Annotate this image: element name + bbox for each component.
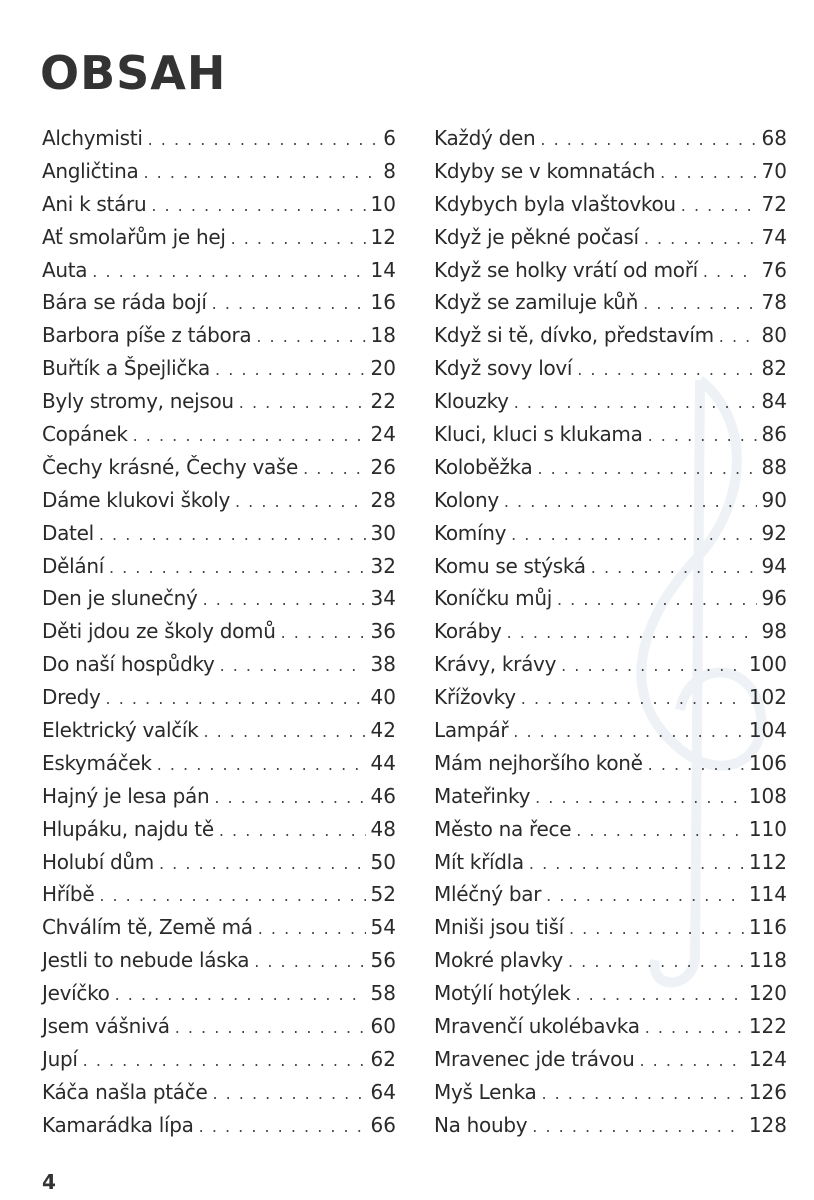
toc-entry bbox=[434, 550, 787, 583]
dot-leader bbox=[640, 1045, 744, 1078]
dot-leader bbox=[719, 321, 757, 354]
toc-entry-title: Lampář bbox=[434, 718, 509, 743]
toc-entry-title: Ani k stáru bbox=[42, 191, 147, 216]
toc-entry bbox=[42, 517, 396, 550]
toc-entry-title: Komu se stýská bbox=[434, 553, 586, 578]
toc-entry bbox=[42, 1043, 396, 1076]
dot-leader bbox=[703, 256, 757, 289]
dot-leader bbox=[144, 157, 379, 190]
toc-entry bbox=[434, 484, 787, 517]
dot-leader bbox=[591, 552, 757, 585]
toc-entry bbox=[434, 1076, 787, 1109]
toc-entry-page: 76 bbox=[761, 257, 787, 282]
toc-entry bbox=[434, 648, 787, 681]
toc-entry-page: 10 bbox=[370, 191, 396, 216]
toc-entry-title: Motýlí hotýlek bbox=[434, 981, 571, 1006]
dot-leader bbox=[92, 256, 365, 289]
dot-leader bbox=[648, 420, 757, 453]
toc-entry-page: 6 bbox=[383, 126, 396, 150]
toc-entry bbox=[42, 188, 396, 221]
dot-leader bbox=[648, 749, 744, 782]
toc-entry-page: 30 bbox=[370, 520, 396, 545]
toc-entry-title: Bára se ráda bojí bbox=[42, 290, 207, 315]
toc-entry-page: 94 bbox=[761, 553, 787, 578]
toc-entry-title: Byly stromy, nejsou bbox=[42, 389, 234, 414]
dot-leader bbox=[568, 946, 744, 979]
toc-entry-title: Mniši jsou tiší bbox=[434, 915, 564, 940]
toc-entry-page: 62 bbox=[370, 1046, 396, 1071]
dot-leader bbox=[219, 815, 366, 848]
toc-entry-page: 44 bbox=[370, 750, 396, 775]
toc-entry-page: 90 bbox=[761, 487, 787, 512]
toc-entry-page: 34 bbox=[370, 586, 396, 611]
dot-leader bbox=[214, 782, 365, 815]
toc-entry bbox=[434, 221, 787, 254]
toc-entry bbox=[42, 385, 396, 418]
toc-entry-title: Barbora píše z tábora bbox=[42, 323, 252, 348]
toc-entry-title: Dredy bbox=[42, 685, 101, 710]
dot-leader bbox=[99, 880, 365, 913]
dot-leader bbox=[199, 1111, 366, 1144]
toc-entry bbox=[434, 319, 787, 352]
toc-entry-title: Mít křídla bbox=[434, 849, 524, 874]
toc-entry-title: Kamarádka lípa bbox=[42, 1112, 194, 1137]
dot-leader bbox=[106, 683, 366, 716]
toc-entry bbox=[434, 582, 787, 615]
toc-entry-title: Jestli to nebude láska bbox=[42, 948, 250, 973]
toc-entry bbox=[42, 550, 396, 583]
toc-entry-page: 46 bbox=[370, 783, 396, 808]
toc-entry-page: 48 bbox=[370, 816, 396, 841]
toc-entry bbox=[42, 352, 396, 385]
dot-leader bbox=[220, 650, 366, 683]
toc-entry bbox=[434, 1109, 787, 1142]
dot-leader bbox=[256, 321, 365, 354]
toc-entry bbox=[42, 813, 396, 846]
toc-entry-page: 22 bbox=[370, 389, 396, 414]
dot-leader bbox=[540, 124, 756, 157]
toc-entry-page: 106 bbox=[748, 750, 787, 775]
toc-entry bbox=[434, 451, 787, 484]
toc-entry-title: Alchymisti bbox=[42, 126, 143, 150]
toc-entry bbox=[42, 615, 396, 648]
toc-entry-page: 28 bbox=[370, 487, 396, 512]
toc-entry-title: Buřtík a Špejlička bbox=[42, 356, 211, 381]
toc-entry-title: Kolony bbox=[434, 487, 499, 512]
toc-entry-page: 122 bbox=[748, 1014, 787, 1039]
toc-right-column bbox=[434, 122, 787, 1142]
dot-leader bbox=[239, 387, 366, 420]
toc-entry-page: 84 bbox=[761, 389, 787, 414]
dot-leader bbox=[159, 848, 366, 881]
toc-entry bbox=[434, 1010, 787, 1043]
toc-entry-page: 50 bbox=[370, 849, 396, 874]
toc-entry-title: Křížovky bbox=[434, 685, 516, 710]
toc-entry-page: 108 bbox=[748, 783, 787, 808]
toc-entry bbox=[42, 418, 396, 451]
toc-entry-title: Den je slunečný bbox=[42, 586, 198, 611]
dot-leader bbox=[231, 223, 366, 256]
toc-entry-page: 124 bbox=[748, 1046, 787, 1071]
toc-entry-title: Auta bbox=[42, 257, 88, 282]
toc-entry-page: 52 bbox=[370, 882, 396, 907]
toc-entry-title: Když je pěkné počasí bbox=[434, 224, 639, 249]
dot-leader bbox=[681, 190, 757, 223]
toc-entry bbox=[434, 846, 787, 879]
dot-leader bbox=[504, 486, 757, 519]
dot-leader bbox=[281, 617, 366, 650]
toc-entry bbox=[42, 582, 396, 615]
toc-entry-title: Když si tě, dívko, představím bbox=[434, 323, 714, 348]
toc-entry-title: Na houby bbox=[434, 1112, 528, 1137]
toc-entry-page: 66 bbox=[370, 1112, 396, 1137]
toc-entry-title: Každý den bbox=[434, 126, 536, 150]
toc-entry-title: Myš Lenka bbox=[434, 1079, 537, 1104]
dot-leader bbox=[215, 354, 366, 387]
toc-entry-page: 64 bbox=[370, 1079, 396, 1104]
toc-entry bbox=[434, 878, 787, 911]
dot-leader bbox=[576, 815, 744, 848]
dot-leader bbox=[535, 782, 744, 815]
dot-leader bbox=[507, 617, 757, 650]
dot-leader bbox=[109, 552, 366, 585]
toc-entry-title: Když sovy loví bbox=[434, 356, 573, 381]
toc-entry bbox=[42, 286, 396, 319]
toc-entry-page: 36 bbox=[370, 619, 396, 644]
toc-entry-title: Mateřinky bbox=[434, 783, 531, 808]
toc-entry-title: Chválím tě, Země má bbox=[42, 915, 253, 940]
toc-entry-title: Mléčný bar bbox=[434, 882, 542, 907]
toc-entry-title: Do naší hospůdky bbox=[42, 652, 215, 677]
toc-entry-title: Koníčku můj bbox=[434, 586, 552, 611]
toc-entry-page: 98 bbox=[761, 619, 787, 644]
dot-leader bbox=[541, 1078, 743, 1111]
dot-leader bbox=[157, 749, 366, 782]
toc-entry-title: Jupí bbox=[42, 1046, 78, 1071]
toc-entry bbox=[42, 451, 396, 484]
toc-entry-title: Káča našla ptáče bbox=[42, 1079, 208, 1104]
dot-leader bbox=[546, 880, 744, 913]
dot-leader bbox=[258, 913, 366, 946]
dot-leader bbox=[175, 1012, 366, 1045]
toc-entry-page: 18 bbox=[370, 323, 396, 348]
dot-leader bbox=[577, 354, 756, 387]
dot-leader bbox=[235, 486, 366, 519]
toc-entry-page: 14 bbox=[370, 257, 396, 282]
toc-entry bbox=[42, 714, 396, 747]
toc-entry bbox=[42, 254, 396, 287]
toc-entry-page: 60 bbox=[370, 1014, 396, 1039]
toc-entry-page: 86 bbox=[761, 422, 787, 447]
toc-entry-page: 104 bbox=[748, 718, 787, 743]
toc-entry-title: Hříbě bbox=[42, 882, 95, 907]
dot-leader bbox=[537, 453, 756, 486]
toc-entry-page: 88 bbox=[761, 454, 787, 479]
toc-entry-title: Mravenec jde trávou bbox=[434, 1046, 635, 1071]
page-number: 4 bbox=[42, 1170, 56, 1194]
toc-entry bbox=[42, 681, 396, 714]
toc-entry-page: 24 bbox=[370, 422, 396, 447]
toc-entry bbox=[42, 484, 396, 517]
toc-entry-title: Mám nejhoršího koně bbox=[434, 750, 643, 775]
toc-entry bbox=[42, 122, 396, 155]
toc-entry-page: 8 bbox=[383, 158, 396, 183]
toc-entry-title: Copánek bbox=[42, 422, 128, 447]
dot-leader bbox=[532, 1111, 744, 1144]
dot-leader bbox=[83, 1045, 366, 1078]
toc-entry-title: Komíny bbox=[434, 520, 507, 545]
toc-entry bbox=[42, 846, 396, 879]
toc-entry bbox=[42, 155, 396, 188]
toc-entry bbox=[434, 813, 787, 846]
toc-entry bbox=[434, 122, 787, 155]
dot-leader bbox=[529, 848, 744, 881]
toc-entry bbox=[434, 352, 787, 385]
toc-entry-page: 128 bbox=[748, 1112, 787, 1137]
toc-entry bbox=[434, 747, 787, 780]
toc-entry-title: Koloběžka bbox=[434, 454, 533, 479]
toc-entry-page: 54 bbox=[370, 915, 396, 940]
toc-entry-title: Děti jdou ze školy domů bbox=[42, 619, 276, 644]
toc-entry bbox=[434, 155, 787, 188]
toc-entry-page: 118 bbox=[748, 948, 787, 973]
toc-entry-title: Město na řece bbox=[434, 816, 572, 841]
toc-entry bbox=[434, 385, 787, 418]
toc-entry-page: 100 bbox=[748, 652, 787, 677]
toc-entry-page: 58 bbox=[370, 981, 396, 1006]
toc-entry-page: 80 bbox=[761, 323, 787, 348]
toc-entry-page: 16 bbox=[370, 290, 396, 315]
toc-entry-title: Koráby bbox=[434, 619, 502, 644]
dot-leader bbox=[514, 387, 757, 420]
toc-entry-page: 42 bbox=[370, 718, 396, 743]
dot-leader bbox=[569, 913, 744, 946]
toc-entry bbox=[42, 944, 396, 977]
toc-entry-page: 20 bbox=[370, 356, 396, 381]
toc-entry bbox=[434, 780, 787, 813]
toc-entry bbox=[42, 977, 396, 1010]
dot-leader bbox=[133, 420, 366, 453]
toc-entry bbox=[42, 747, 396, 780]
dot-leader bbox=[203, 584, 366, 617]
dot-leader bbox=[115, 979, 366, 1012]
toc-entry-title: Holubí dům bbox=[42, 849, 154, 874]
toc-entry-title: Elektrický valčík bbox=[42, 718, 199, 743]
page-title: OBSAH bbox=[40, 46, 227, 100]
toc-entry bbox=[42, 1010, 396, 1043]
toc-entry bbox=[42, 221, 396, 254]
toc-entry-page: 26 bbox=[370, 454, 396, 479]
dot-leader bbox=[151, 190, 365, 223]
toc-entry bbox=[42, 1109, 396, 1142]
toc-entry-title: Klouzky bbox=[434, 389, 509, 414]
dot-leader bbox=[561, 650, 744, 683]
toc-entry-page: 110 bbox=[748, 816, 787, 841]
toc-entry-title: Angličtina bbox=[42, 158, 139, 183]
toc-entry-title: Mokré plavky bbox=[434, 948, 563, 973]
toc-entry-page: 96 bbox=[761, 586, 787, 611]
dot-leader bbox=[575, 979, 743, 1012]
toc-entry-page: 82 bbox=[761, 356, 787, 381]
toc-entry-title: Jevíčko bbox=[42, 981, 110, 1006]
toc-entry-title: Dělání bbox=[42, 553, 104, 578]
toc-entry-title: Jsem vášnivá bbox=[42, 1014, 170, 1039]
toc-entry-page: 120 bbox=[748, 981, 787, 1006]
dot-leader bbox=[660, 157, 756, 190]
toc-entry-page: 32 bbox=[370, 553, 396, 578]
toc-entry-page: 112 bbox=[748, 849, 787, 874]
dot-leader bbox=[148, 124, 379, 157]
toc-entry bbox=[434, 188, 787, 221]
toc-entry-page: 116 bbox=[748, 915, 787, 940]
toc-entry bbox=[434, 418, 787, 451]
toc-entry-page: 74 bbox=[761, 224, 787, 249]
toc-entry bbox=[434, 517, 787, 550]
toc-entry-title: Dáme klukovi školy bbox=[42, 487, 230, 512]
toc-entry bbox=[42, 780, 396, 813]
dot-leader bbox=[513, 716, 744, 749]
toc-entry-page: 102 bbox=[748, 685, 787, 710]
toc-entry-page: 78 bbox=[761, 290, 787, 315]
dot-leader bbox=[99, 519, 366, 552]
toc-entry bbox=[434, 944, 787, 977]
toc-entry-page: 72 bbox=[761, 191, 787, 216]
toc-entry bbox=[42, 1076, 396, 1109]
toc-entry-title: Kdyby se v komnatách bbox=[434, 158, 656, 183]
toc-entry-title: Hajný je lesa pán bbox=[42, 783, 210, 808]
toc-entry-title: Když se holky vrátí od moří bbox=[434, 257, 698, 282]
dot-leader bbox=[557, 584, 757, 617]
toc-left-column bbox=[42, 122, 396, 1142]
dot-leader bbox=[254, 946, 365, 979]
dot-leader bbox=[511, 519, 756, 552]
toc-entry bbox=[42, 648, 396, 681]
toc-entry-title: Datel bbox=[42, 520, 94, 545]
toc-entry bbox=[42, 319, 396, 352]
toc-entry bbox=[42, 911, 396, 944]
toc-entry-page: 12 bbox=[370, 224, 396, 249]
toc-entry-page: 114 bbox=[748, 882, 787, 907]
toc-entry bbox=[434, 681, 787, 714]
toc-entry-title: Kluci, kluci s klukama bbox=[434, 422, 643, 447]
dot-leader bbox=[203, 716, 365, 749]
toc-entry bbox=[434, 286, 787, 319]
toc-entry-page: 92 bbox=[761, 520, 787, 545]
toc-entry-title: Hlupáku, najdu tě bbox=[42, 816, 214, 841]
dot-leader bbox=[521, 683, 744, 716]
toc-entry-page: 68 bbox=[761, 126, 787, 150]
toc-entry-title: Mravenčí ukolébavka bbox=[434, 1014, 640, 1039]
dot-leader bbox=[212, 288, 366, 321]
dot-leader bbox=[303, 453, 365, 486]
toc-entry bbox=[434, 1043, 787, 1076]
toc-entry bbox=[434, 714, 787, 747]
toc-entry-title: Když se zamiluje kůň bbox=[434, 290, 639, 315]
toc-entry-page: 126 bbox=[748, 1079, 787, 1104]
toc-entry-title: Eskymáček bbox=[42, 750, 152, 775]
dot-leader bbox=[212, 1078, 365, 1111]
toc-entry bbox=[434, 254, 787, 287]
dot-leader bbox=[643, 288, 756, 321]
toc-entry bbox=[434, 615, 787, 648]
toc-entry-title: Ať smolařům je hej bbox=[42, 224, 226, 249]
toc-entry-title: Čechy krásné, Čechy vaše bbox=[42, 454, 299, 479]
toc-entry-page: 40 bbox=[370, 685, 396, 710]
toc-entry-page: 56 bbox=[370, 948, 396, 973]
dot-leader bbox=[645, 1012, 744, 1045]
toc-entry bbox=[42, 878, 396, 911]
toc-entry-title: Kdybych byla vlaštovkou bbox=[434, 191, 676, 216]
toc-entry bbox=[434, 911, 787, 944]
toc-entry bbox=[434, 977, 787, 1010]
toc-entry-page: 70 bbox=[761, 158, 787, 183]
toc-entry-page: 38 bbox=[370, 652, 396, 677]
dot-leader bbox=[644, 223, 757, 256]
toc-entry-title: Krávy, krávy bbox=[434, 652, 557, 677]
